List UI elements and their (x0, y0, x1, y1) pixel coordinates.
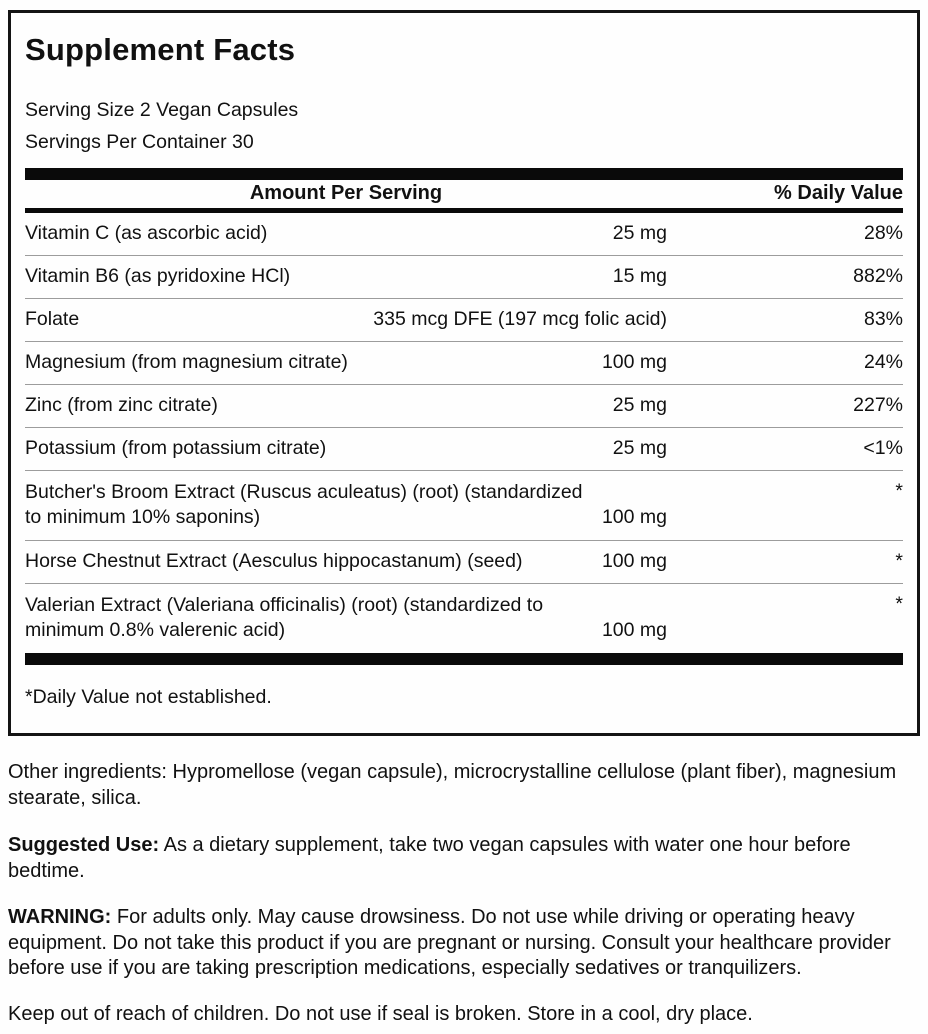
daily-value-header: % Daily Value (774, 182, 903, 205)
ingredient-amount: 25 mg (612, 437, 667, 460)
ingredient-daily-value: * (895, 550, 903, 573)
ingredient-amount: 100 mg (601, 351, 667, 374)
ingredient-name: Vitamin B6 (as pyridoxine HCl) (25, 265, 291, 288)
table-row (25, 584, 903, 653)
ingredient-daily-value: 28% (863, 222, 903, 245)
ingredient-amount: 15 mg (612, 265, 667, 288)
table-row (25, 471, 903, 541)
warning-body: For adults only. May cause drowsiness. Do not use while driving or operating heavy equipment. Do not take this product if you are pregnant or nursing. Consult your healthcare provider before use if you are taking prescription medications, especially sedatives or tranquilizers. (8, 906, 891, 980)
supplement-facts-panel (8, 10, 920, 736)
ingredient-name-line2: minimum 0.8% valerenic acid) (25, 619, 286, 642)
facts-table-header (25, 180, 903, 208)
ingredient-name-line1: Valerian Extract (Valeriana officinalis) (root) (standardized to (25, 594, 544, 617)
panel-title: Supplement Facts (25, 32, 296, 67)
servings-per-container: Servings Per Container 30 (25, 131, 254, 154)
row-main (25, 308, 667, 331)
other-ingredients-text: Other ingredients: Hypromellose (vegan capsule), microcrystalline cellulose (plant fiber), magnesium stearate, silica. (8, 761, 897, 809)
ingredient-amount: 335 mcg DFE (197 mcg folic acid) (373, 308, 667, 331)
ingredient-name: Magnesium (from magnesium citrate) (25, 351, 348, 374)
table-row (25, 428, 903, 471)
ingredient-name: Horse Chestnut Extract (Aesculus hippocastanum) (seed) (25, 550, 523, 573)
ingredient-name: Zinc (from zinc citrate) (25, 394, 218, 417)
keep-out-of-reach-text: Keep out of reach of children. Do not use if seal is broken. Store in a cool, dry place. (8, 1002, 753, 1025)
table-row (25, 299, 903, 342)
facts-rows (25, 213, 903, 653)
serving-info (25, 94, 903, 158)
ingredient-name: Vitamin C (as ascorbic acid) (25, 222, 268, 245)
ingredient-amount: 100 mg (601, 506, 667, 529)
table-row (25, 385, 903, 428)
ingredient-daily-value: 24% (863, 351, 903, 374)
ingredient-daily-value: 882% (853, 265, 903, 288)
warning-label: WARNING: (8, 906, 112, 929)
row-main (25, 550, 667, 573)
warning-text (8, 905, 920, 982)
table-row (25, 541, 903, 584)
ingredient-name-line2: to minimum 10% saponins) (25, 506, 261, 529)
ingredient-amount: 25 mg (612, 394, 667, 417)
row-main (25, 593, 667, 643)
ingredient-amount: 25 mg (612, 222, 667, 245)
row-main (25, 222, 667, 245)
ingredient-daily-value: 83% (863, 308, 903, 331)
row-main (25, 265, 667, 288)
divider-thick-bottom (25, 653, 903, 665)
serving-size: Serving Size 2 Vegan Capsules (25, 99, 299, 122)
suggested-use-text (8, 833, 920, 884)
ingredient-name-line1: Butcher's Broom Extract (Ruscus aculeatus) (root) (standardized (25, 481, 583, 504)
ingredient-name-line2-wrap (25, 618, 667, 643)
row-main (25, 394, 667, 417)
row-main (25, 351, 667, 374)
daily-value-footnote: *Daily Value not established. (25, 686, 272, 709)
ingredient-daily-value: 227% (853, 394, 903, 417)
suggested-use-label: Suggested Use: (8, 834, 160, 857)
ingredient-amount: 100 mg (601, 619, 667, 642)
row-main (25, 437, 667, 460)
table-row (25, 213, 903, 256)
ingredient-name: Potassium (from potassium citrate) (25, 437, 327, 460)
ingredient-amount: 100 mg (601, 550, 667, 573)
ingredient-name: Folate (25, 308, 80, 331)
label-footer (8, 760, 920, 1027)
suggested-use-body: As a dietary supplement, take two vegan capsules with water one hour before bedtime. (8, 834, 851, 882)
divider-thick-top (25, 168, 903, 180)
row-main (25, 480, 667, 530)
ingredient-daily-value: * (895, 593, 903, 616)
ingredient-daily-value: * (895, 480, 903, 503)
amount-per-serving-header: Amount Per Serving (249, 182, 443, 205)
ingredient-name-line2-wrap (25, 505, 667, 530)
ingredient-daily-value: <1% (863, 437, 903, 460)
table-row (25, 256, 903, 299)
table-row (25, 342, 903, 385)
